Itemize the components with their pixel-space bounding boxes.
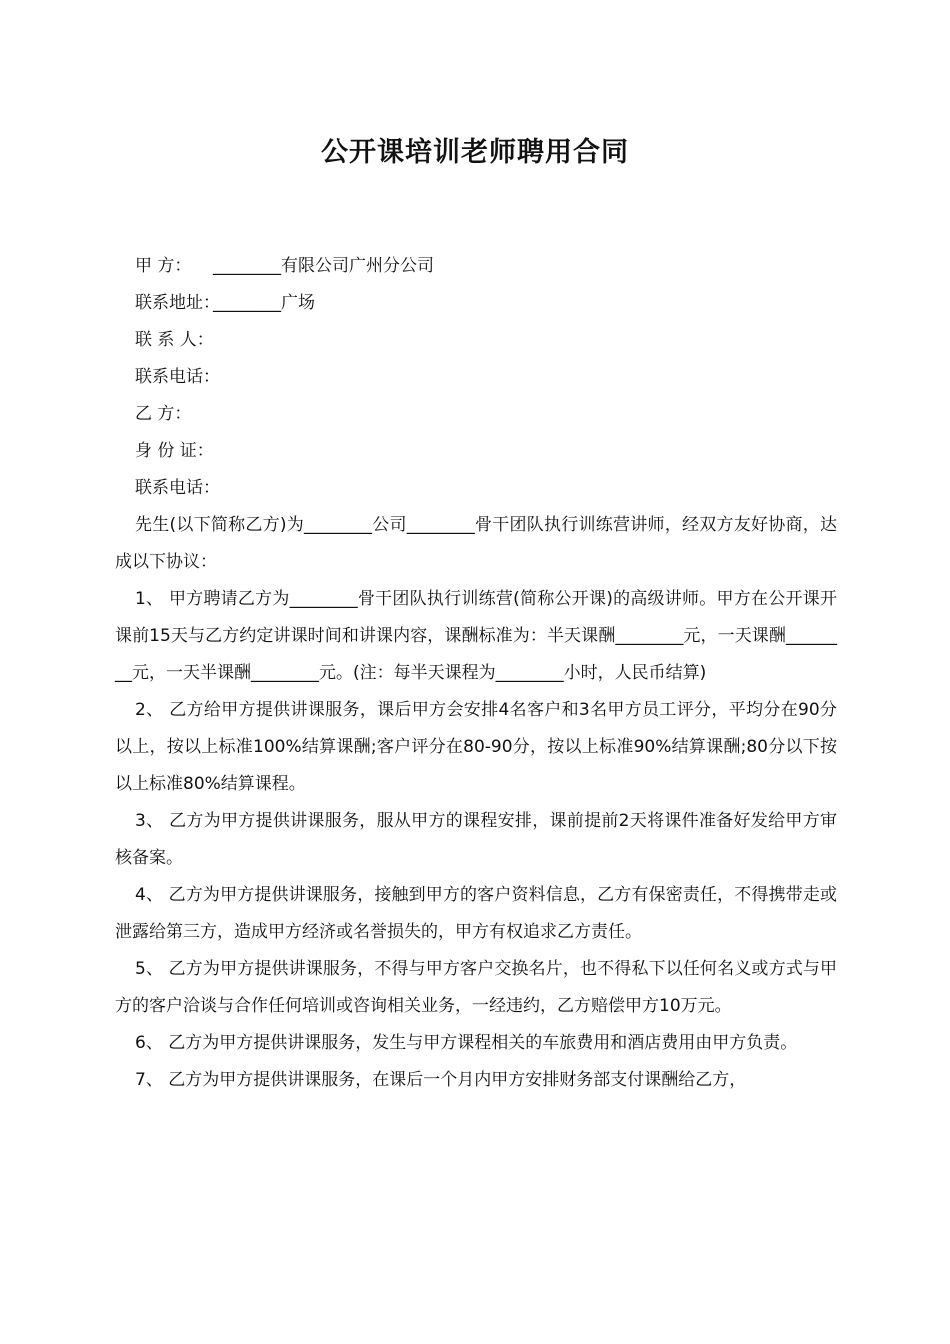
intro-paragraph: 先生(以下简称乙方)为________公司________骨干团队执行训练营讲师，经双方友好协商，达成以下协议：	[115, 515, 837, 572]
clause-7: 7、 乙方为甲方提供讲课服务，在课后一个月内甲方安排财务部支付课酬给乙方，	[135, 1070, 747, 1090]
party-a-address-label: 联系地址：	[135, 293, 220, 313]
party-a-contact-line	[135, 322, 855, 359]
party-b-id-label: 身 份 证：	[135, 441, 214, 461]
party-a-phone-line	[135, 359, 855, 396]
clause-4: 4、 乙方为甲方提供讲课服务，接触到甲方的客户资料信息，乙方有保密责任，不得携带走或泄露给第三方，造成甲方经济或名誉损失的，甲方有权追求乙方责任。	[115, 885, 837, 942]
party-b-phone-line	[135, 470, 855, 507]
clause-3: 3、 乙方为甲方提供讲课服务，服从甲方的课程安排，课前提前2天将课件准备好发给甲方审核备案。	[115, 811, 837, 868]
contract-body	[115, 507, 837, 1099]
document-title: 公开课培训老师聘用合同	[321, 137, 629, 168]
party-a-phone-label: 联系电话：	[135, 367, 220, 387]
clause-5: 5、 乙方为甲方提供讲课服务，不得与甲方客户交换名片，也不得私下以任何名义或方式与甲方的客户洽谈与合作任何培训或咨询相关业务，一经违约，乙方赔偿甲方10万元。	[115, 959, 837, 1016]
party-b-name-line	[135, 396, 855, 433]
party-b-label: 乙 方：	[135, 404, 192, 424]
party-a-contact-label: 联 系 人：	[135, 330, 214, 350]
party-a-address-line	[135, 285, 855, 322]
party-b-phone-label: 联系电话：	[135, 478, 220, 498]
party-a-address-value: ________广场	[213, 293, 315, 313]
party-a-name-line	[135, 248, 855, 285]
clause-6: 6、 乙方为甲方提供讲课服务，发生与甲方课程相关的车旅费用和酒店费用由甲方负责。	[135, 1033, 798, 1053]
party-info-block	[135, 248, 855, 507]
clause-1: 1、 甲方聘请乙方为________骨干团队执行训练营(简称公开课)的高级讲师。甲方在公开课开课前15天与乙方约定讲课时间和讲课内容，课酬标准为：半天课酬________元，一天课酬________元，一天半课酬________元。(注：每半天课程为________小时，人民币结算)	[115, 589, 837, 683]
clause-2: 2、 乙方给甲方提供讲课服务，课后甲方会安排4名客户和3名甲方员工评分，平均分在90分以上，按以上标准100%结算课酬;客户评分在80-90分，按以上标准90%结算课酬;80分以下按以上标准80%结算课程。	[115, 700, 837, 794]
party-b-id-line	[135, 433, 855, 470]
party-a-label: 甲 方：	[135, 256, 192, 276]
party-a-value: ________有限公司广州分公司	[213, 256, 434, 276]
